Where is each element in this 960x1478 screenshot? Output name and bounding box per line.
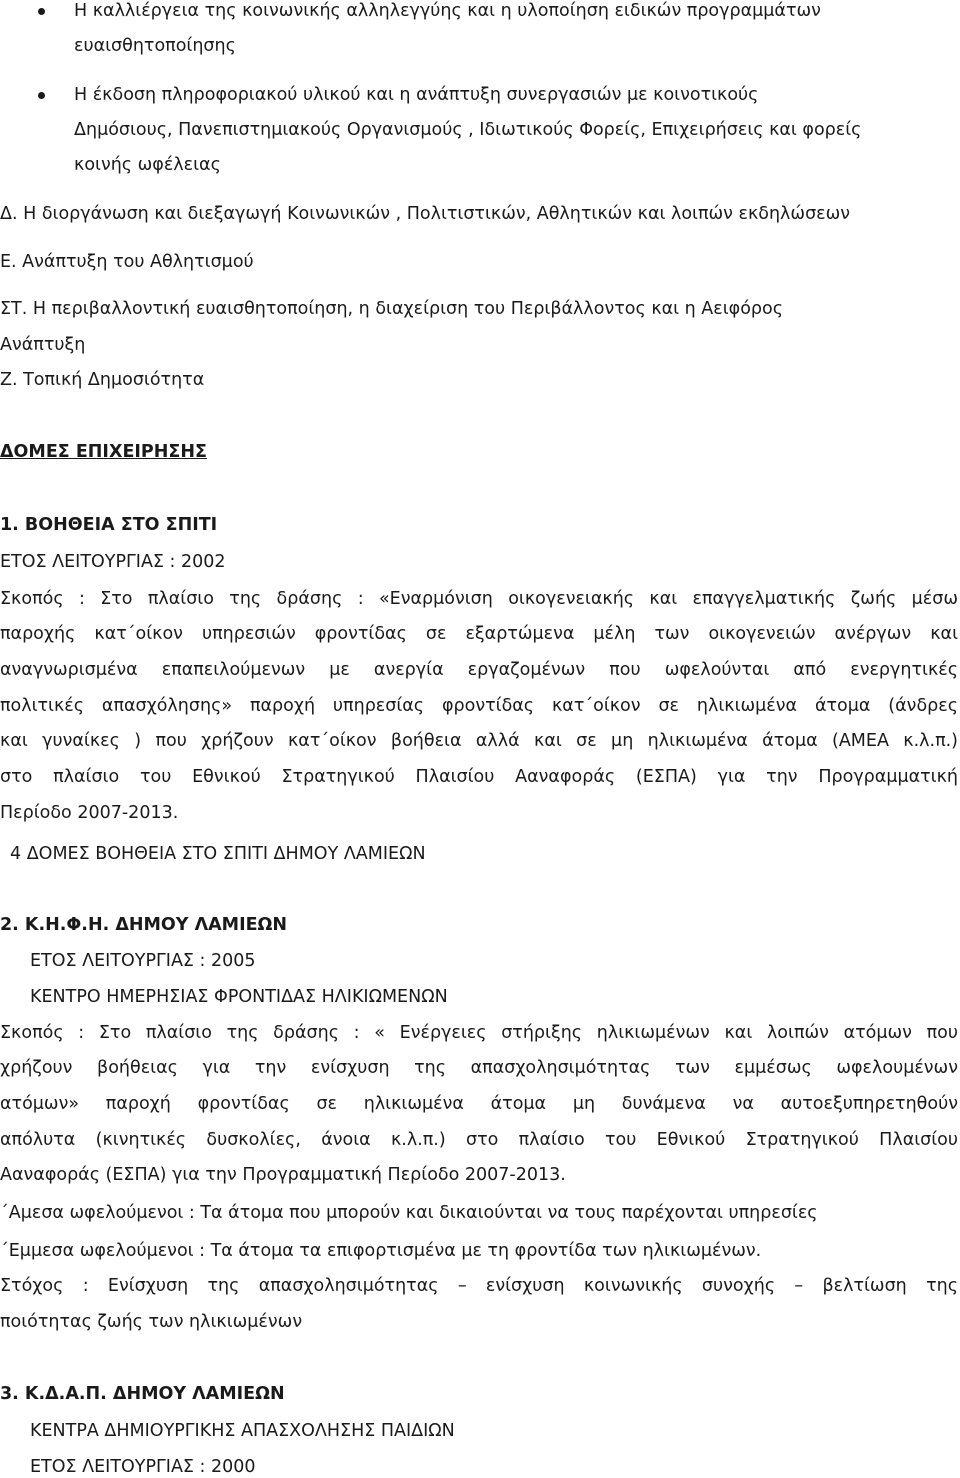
structure-2-goal-line: ποιότητας ζωής των ηλικιωμένων [0, 1312, 303, 1332]
structure-2-direct-beneficiaries: ΄Αμεσα ωφελούμενοι : Τα άτομα που μπορούν και δικαιούνται να τους παρέχονται υπηρεσίες [0, 1203, 818, 1223]
bullet-1-line-2: ευαισθητοποίησης [74, 36, 236, 56]
structure-1-purpose-line: αναγνωρισμένα επαπειλούμενων με ανεργία εργαζομένων που ωφελούνται από ενεργητικές [0, 660, 958, 680]
section-d: Δ. Η διοργάνωση και διεξαγωγή Κοινωνικών , Πολιτιστικών, Αθλητικών και λοιπών εκδηλώσεων [0, 204, 851, 224]
structure-2-title: 2. Κ.Η.Φ.Η. ΔΗΜΟΥ ΛΑΜΙΕΩΝ [0, 915, 288, 935]
structure-3-title: 3. Κ.Δ.Α.Π. ΔΗΜΟΥ ΛΑΜΙΕΩΝ [0, 1384, 285, 1404]
bullet-dot [38, 8, 45, 15]
structure-2-purpose-line: χρήζουν βοήθειας για την ενίσχυση της απασχολησιμότητας των εμμέσως ωφελουμένων [0, 1058, 958, 1078]
structure-1-purpose-line: πολιτικές απασχόλησης» παροχή υπηρεσίας φροντίδας κατ΄οίκον σε ηλικιωμένα άτομα (άνδρες [0, 696, 958, 716]
structure-1-purpose-line: Περίοδο 2007-2013. [0, 803, 179, 823]
structure-2-purpose-line: Σκοπός : Στο πλαίσιο της δράσης : « Ενέργειες στήριξης ηλικιωμένων και λοιπών ατόμων που [0, 1023, 958, 1043]
structure-1-purpose-line: παροχής κατ΄οίκον υπηρεσιών φροντίδας σε εξαρτώμενα μέλη των οικογενειών ανέργων και [0, 624, 958, 644]
structure-3-center: ΚΕΝΤΡΑ ΔΗΜΙΟΥΡΓΙΚΗΣ ΑΠΑΣΧΟΛΗΣΗΣ ΠΑΙΔΙΩΝ [30, 1421, 455, 1441]
structure-2-purpose-line: Ααναφοράς (ΕΣΠΑ) για την Προγραμματική Περίοδο 2007-2013. [0, 1165, 566, 1185]
structure-1-title: 1. ΒΟΗΘΕΙΑ ΣΤΟ ΣΠΙΤΙ [0, 515, 218, 535]
bullet-2-line-2: Δημόσιους, Πανεπιστημιακούς Οργανισμούς , Ιδιωτικούς Φορείς, Επιχειρήσεις και φορείς [74, 120, 862, 140]
structure-2-purpose-line: ατόμων» παροχή φροντίδας σε ηλικιωμένα άτομα μη δυνάμενα να αυτοεξυπηρετηθούν [0, 1094, 958, 1114]
section-z: Ζ. Τοπική Δημοσιότητα [0, 370, 205, 390]
structure-2-purpose-line: απόλυτα (κινητικές δυσκολίες, άνοια κ.λ.π.) στο πλαίσιο του Εθνικού Στρατηγικού Πλαισίου [0, 1130, 958, 1150]
structure-1-count: 4 ΔΟΜΕΣ ΒΟΗΘΕΙΑ ΣΤΟ ΣΠΙΤΙ ΔΗΜΟΥ ΛΑΜΙΕΩΝ [10, 844, 426, 864]
section-st-line-1: ΣΤ. Η περιβαλλοντική ευαισθητοποίηση, η διαχείριση του Περιβάλλοντος και η Αειφόρος [0, 299, 783, 319]
bullet-1-line-1: Η καλλιέργεια της κοινωνικής αλληλεγγύης και η υλοποίηση ειδικών προγραμμάτων [74, 1, 821, 21]
structures-heading: ΔΟΜΕΣ ΕΠΙΧΕΙΡΗΣΗΣ [0, 442, 207, 462]
section-st-line-2: Ανάπτυξη [0, 335, 86, 355]
structure-2-center: ΚΕΝΤΡΟ ΗΜΕΡΗΣΙΑΣ ΦΡΟΝΤΙΔΑΣ ΗΛΙΚΙΩΜΕΝΩΝ [30, 987, 448, 1007]
section-e: Ε. Ανάπτυξη του Αθλητισμού [0, 252, 254, 272]
structure-2-year: ΕΤΟΣ ΛΕΙΤΟΥΡΓΙΑΣ : 2005 [30, 951, 256, 971]
structure-2-indirect-beneficiaries: ΄Εμμεσα ωφελούμενοι : Τα άτομα τα επιφορτισμένα με τη φροντίδα των ηλικιωμένων. [0, 1241, 762, 1261]
structure-1-purpose-line: στο πλαίσιο του Εθνικού Στρατηγικού Πλαισίου Ααναφοράς (ΕΣΠΑ) για την Προγραμματική [0, 767, 958, 787]
bullet-2-line-3: κοινής ωφέλειας [74, 155, 221, 175]
bullet-dot [38, 92, 45, 99]
structure-2-goal-line: Στόχος : Ενίσχυση της απασχολησιμότητας – ενίσχυση κοινωνικής συνοχής – βελτίωση της [0, 1276, 958, 1296]
structure-3-year: ΕΤΟΣ ΛΕΙΤΟΥΡΓΙΑΣ : 2000 [30, 1457, 256, 1477]
structure-1-purpose-line: Σκοπός : Στο πλαίσιο της δράσης : «Εναρμόνιση οικογενειακής και επαγγελματικής ζωής μέσω [0, 589, 958, 609]
structure-1-year: ΕΤΟΣ ΛΕΙΤΟΥΡΓΙΑΣ : 2002 [0, 552, 226, 572]
structure-1-purpose-line: και γυναίκες ) που χρήζουν κατ΄οίκον βοήθεια αλλά και σε μη ηλικιωμένα άτομα (ΑΜΕΑ κ.λ.π.) [0, 731, 958, 751]
bullet-2-line-1: Η έκδοση πληροφοριακού υλικού και η ανάπτυξη συνεργασιών με κοινοτικούς [74, 85, 759, 105]
